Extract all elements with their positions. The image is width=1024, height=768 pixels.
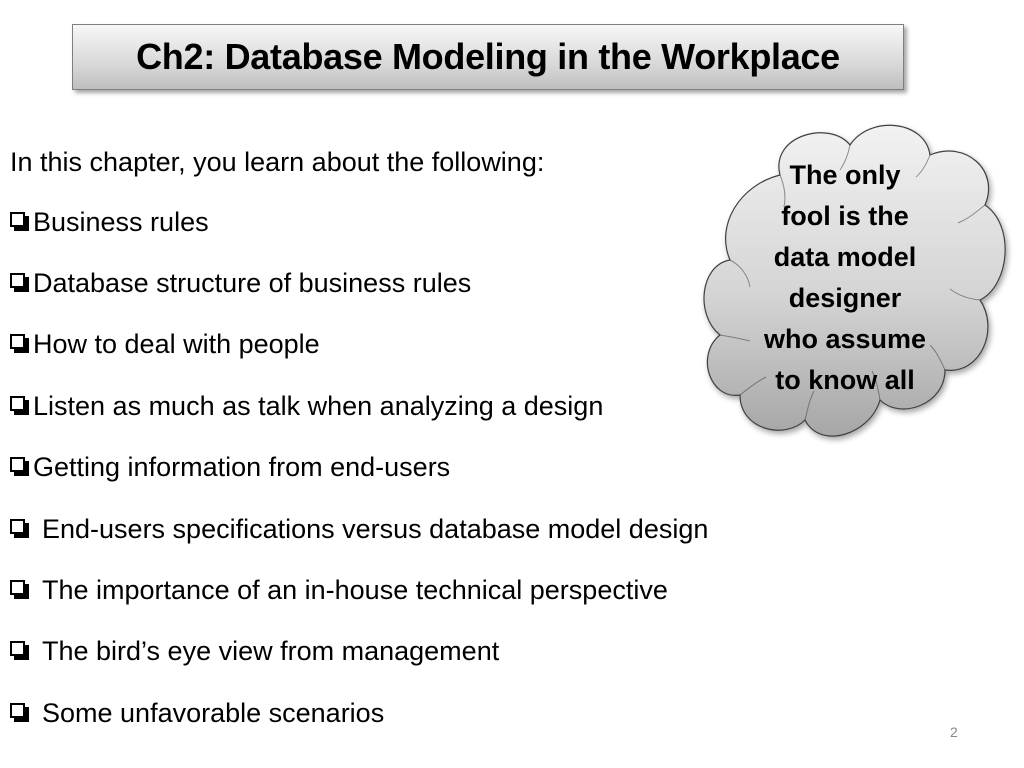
bullet-text: End-users specifications versus database model design <box>42 514 709 544</box>
square-bullet-icon <box>10 273 31 294</box>
thought-cloud-callout <box>745 155 945 401</box>
bullet-text: Getting information from end-users <box>33 452 451 482</box>
callout-line: to know all <box>775 365 915 395</box>
intro-text: In this chapter, you learn about the following: <box>10 147 545 177</box>
callout-line: data model <box>773 242 917 272</box>
bullet-item <box>10 202 209 242</box>
bullet-item <box>10 631 499 671</box>
square-bullet-icon <box>10 580 31 601</box>
bullet-text: Listen as much as talk when analyzing a design <box>33 391 604 421</box>
bullet-item <box>10 324 320 364</box>
square-bullet-icon <box>10 519 31 540</box>
bullet-item <box>10 263 471 303</box>
square-bullet-icon <box>10 212 31 233</box>
bullet-item <box>10 509 708 549</box>
square-bullet-icon <box>10 457 31 478</box>
square-bullet-icon <box>10 334 31 355</box>
square-bullet-icon <box>10 703 31 724</box>
slide-title: Ch2: Database Modeling in the Workplace <box>136 36 840 77</box>
square-bullet-icon <box>10 396 31 417</box>
bullet-text: Some unfavorable scenarios <box>42 698 385 728</box>
bullet-item <box>10 447 450 487</box>
callout-line: fool is the <box>781 201 909 231</box>
page-number: 2 <box>950 724 958 740</box>
bullet-item <box>10 570 668 610</box>
bullet-text: The bird’s eye view from management <box>42 636 500 666</box>
callout-line: The only <box>789 160 901 190</box>
title-box <box>72 24 904 90</box>
bullet-text: How to deal with people <box>33 329 320 359</box>
bullet-text: Business rules <box>33 207 209 237</box>
callout-line: who assume <box>763 324 927 354</box>
callout-line: designer <box>788 283 902 313</box>
bullet-item <box>10 386 603 426</box>
square-bullet-icon <box>10 641 31 662</box>
bullet-text: Database structure of business rules <box>33 268 472 298</box>
bullet-item <box>10 693 384 733</box>
bullet-text: The importance of an in-house technical perspective <box>42 575 668 605</box>
